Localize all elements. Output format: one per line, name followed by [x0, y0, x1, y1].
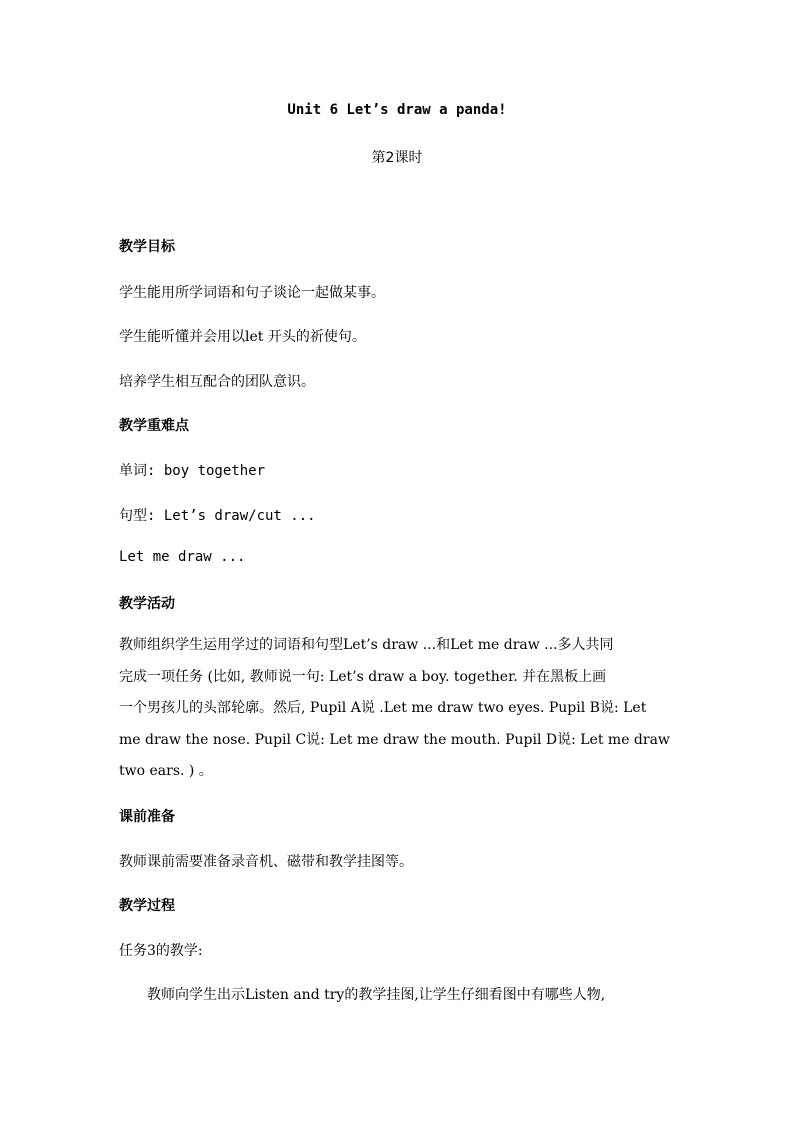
key-point-item: 句型: Let’s draw/cut ...	[119, 508, 316, 524]
preparation-text: 教师课前需要准备录音机、磁带和教学挂图等。	[119, 854, 413, 870]
key-point-item: 单词: boy together	[119, 463, 266, 479]
lesson-number: 第2课时	[371, 150, 423, 166]
objective-item: 学生能听懂并会用以let 开头的祈使句。	[119, 329, 366, 345]
paragraph-line: 完成一项任务 (比如, 教师说一句: Let’s draw a boy. together. 并在黑板上画	[119, 668, 607, 685]
key-points-heading: 教学重难点	[119, 418, 189, 434]
paragraph-line: two ears. ) 。	[119, 763, 213, 779]
preparation-heading: 课前准备	[119, 809, 175, 825]
activities-paragraph	[119, 630, 679, 788]
activities-heading: 教学活动	[119, 596, 175, 612]
objectives-heading: 教学目标	[119, 239, 175, 255]
process-text: 教师向学生出示Listen and try的教学挂图,让学生仔细看图中有哪些人物,	[147, 987, 606, 1003]
key-point-item: Let me draw ...	[119, 549, 246, 565]
objective-item: 学生能用所学词语和句子谈论一起做某事。	[119, 285, 385, 301]
process-task: 任务3的教学:	[119, 943, 203, 959]
document-title: Unit 6 Let’s draw a panda!	[287, 102, 507, 118]
paragraph-line: 一个男孩儿的头部轮廓。然后, Pupil A说 .Let me draw two eyes. Pupil B说: Let	[119, 700, 647, 716]
paragraph-line: me draw the nose. Pupil C说: Let me draw the mouth. Pupil D说: Let me draw	[119, 731, 670, 748]
objective-item: 培养学生相互配合的团队意识。	[119, 374, 315, 390]
process-heading: 教学过程	[119, 898, 175, 914]
paragraph-line: 教师组织学生运用学过的词语和句型Let’s draw ...和Let me draw ...多人共同	[119, 637, 614, 653]
